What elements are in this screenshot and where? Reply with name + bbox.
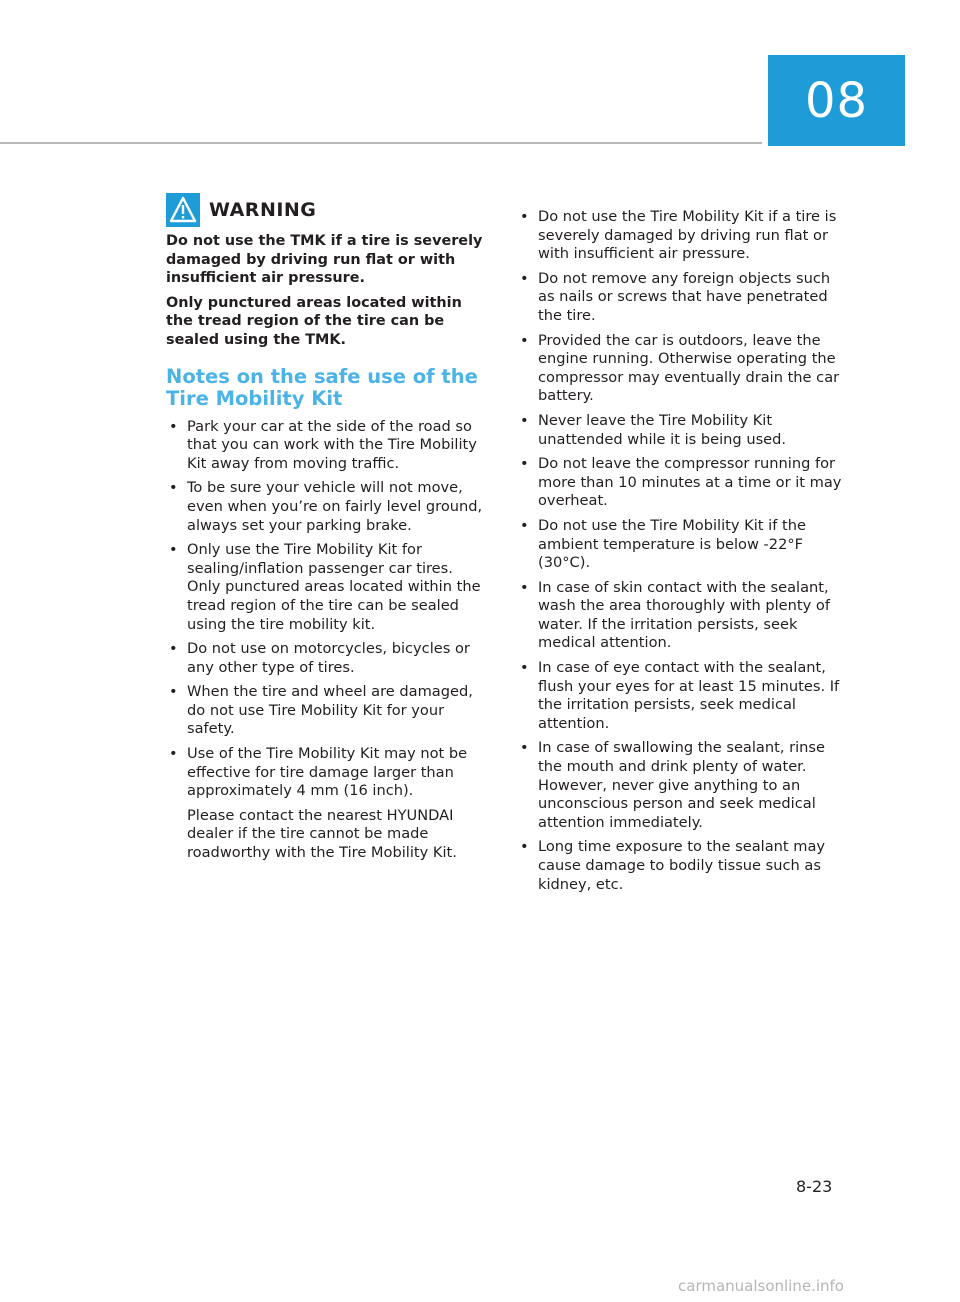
right-column <box>517 208 843 900</box>
list-item <box>166 541 488 634</box>
bullet: • <box>520 578 529 596</box>
list-item <box>517 270 843 326</box>
list-item-text: Park your car at the side of the road so that you can work with the Tire Mobility Kit away from moving traffic. <box>187 417 477 472</box>
chapter-tab: 08 <box>768 55 905 146</box>
bullet: • <box>169 417 178 435</box>
header-rule <box>0 142 762 144</box>
warning-paragraph: Do not use the TMK if a tire is severely damaged by driving run flat or with insufficient air pressure. <box>166 233 483 287</box>
bullet: • <box>520 208 529 225</box>
left-bullet-list <box>166 418 488 863</box>
page-number: 8-23 <box>796 1177 833 1196</box>
section-title: Notes on the safe use of the Tire Mobility Kit <box>166 364 478 410</box>
bullet: • <box>169 640 178 658</box>
warning-paragraph: Only punctured areas located within the tread region of the tire can be sealed using the TMK. <box>166 294 462 348</box>
list-item-text: Do not use the Tire Mobility Kit if a tire is severely damaged by driving run flat or with insufficient air pressure. <box>538 208 837 263</box>
bullet: • <box>169 541 178 559</box>
bullet: • <box>520 739 529 757</box>
list-item-text: When the tire and wheel are damaged, do not use Tire Mobility Kit for your safety. <box>187 683 473 738</box>
list-item-text: To be sure your vehicle will not move, even when you’re on fairly level ground, always set your parking brake. <box>187 479 483 534</box>
warning-header <box>166 190 488 230</box>
list-item-text: Use of the Tire Mobility Kit may not be effective for tire damage larger than approximately 4 mm (16 inch). <box>187 745 468 800</box>
bullet: • <box>169 745 178 763</box>
list-item <box>166 640 488 677</box>
list-item <box>166 418 488 474</box>
right-bullet-list <box>517 208 843 894</box>
list-item-text: In case of eye contact with the sealant, flush your eyes for at least 15 minutes. If the irritation persists, seek medical attention. <box>538 659 840 732</box>
bullet: • <box>169 479 178 497</box>
list-item <box>517 332 843 406</box>
list-item <box>166 479 488 535</box>
watermark: carmanualsonline.info <box>678 1277 844 1295</box>
list-item <box>517 208 843 264</box>
list-item <box>517 659 843 733</box>
list-item <box>517 579 843 653</box>
list-item <box>517 739 843 832</box>
bullet: • <box>520 516 529 534</box>
list-item-text: Do not use on motorcycles, bicycles or any other type of tires. <box>187 640 470 676</box>
list-item <box>517 838 843 894</box>
list-item-text: Only use the Tire Mobility Kit for sealing/inflation passenger car tires. Only punctured areas located within the tread region of the tire can be sealed using the tire mobility kit. <box>187 541 481 633</box>
list-item-text: In case of swallowing the sealant, rinse the mouth and drink plenty of water. However, never give anything to an unconscious person and seek medical attention immediately. <box>538 739 825 831</box>
bullet: • <box>520 455 529 473</box>
list-item-subparagraph: Please contact the nearest HYUNDAI dealer if the tire cannot be made roadworthy with the Tire Mobility Kit. <box>187 806 457 862</box>
bullet: • <box>169 683 178 701</box>
list-item <box>166 683 488 739</box>
list-item-text: Do not use the Tire Mobility Kit if the ambient temperature is below -22°F (30°C). <box>538 516 806 572</box>
list-item-text: Do not remove any foreign objects such as nails or screws that have penetrated the tire. <box>538 269 831 324</box>
list-item-text: Do not leave the compressor running for more than 10 minutes at a time or it may overheat. <box>538 455 842 510</box>
list-item <box>166 745 488 863</box>
list-item <box>517 412 843 449</box>
warning-icon <box>166 193 200 227</box>
list-item-text: Long time exposure to the sealant may cause damage to bodily tissue such as kidney, etc. <box>538 838 826 893</box>
bullet: • <box>520 269 529 287</box>
bullet: • <box>520 331 529 349</box>
list-item <box>517 455 843 511</box>
list-item <box>517 517 843 573</box>
list-item-text: Provided the car is outdoors, leave the engine running. Otherwise operating the compressor may eventually drain the car battery. <box>538 331 840 405</box>
list-item-text: In case of skin contact with the sealant, wash the area thoroughly with plenty of water. If the irritation persists, seek medical attention. <box>538 578 830 652</box>
left-column <box>166 190 488 869</box>
warning-title: WARNING <box>209 199 317 221</box>
bullet: • <box>520 411 529 429</box>
list-item-text: Never leave the Tire Mobility Kit unattended while it is being used. <box>538 411 787 448</box>
bullet: • <box>520 838 529 856</box>
bullet: • <box>520 659 529 677</box>
